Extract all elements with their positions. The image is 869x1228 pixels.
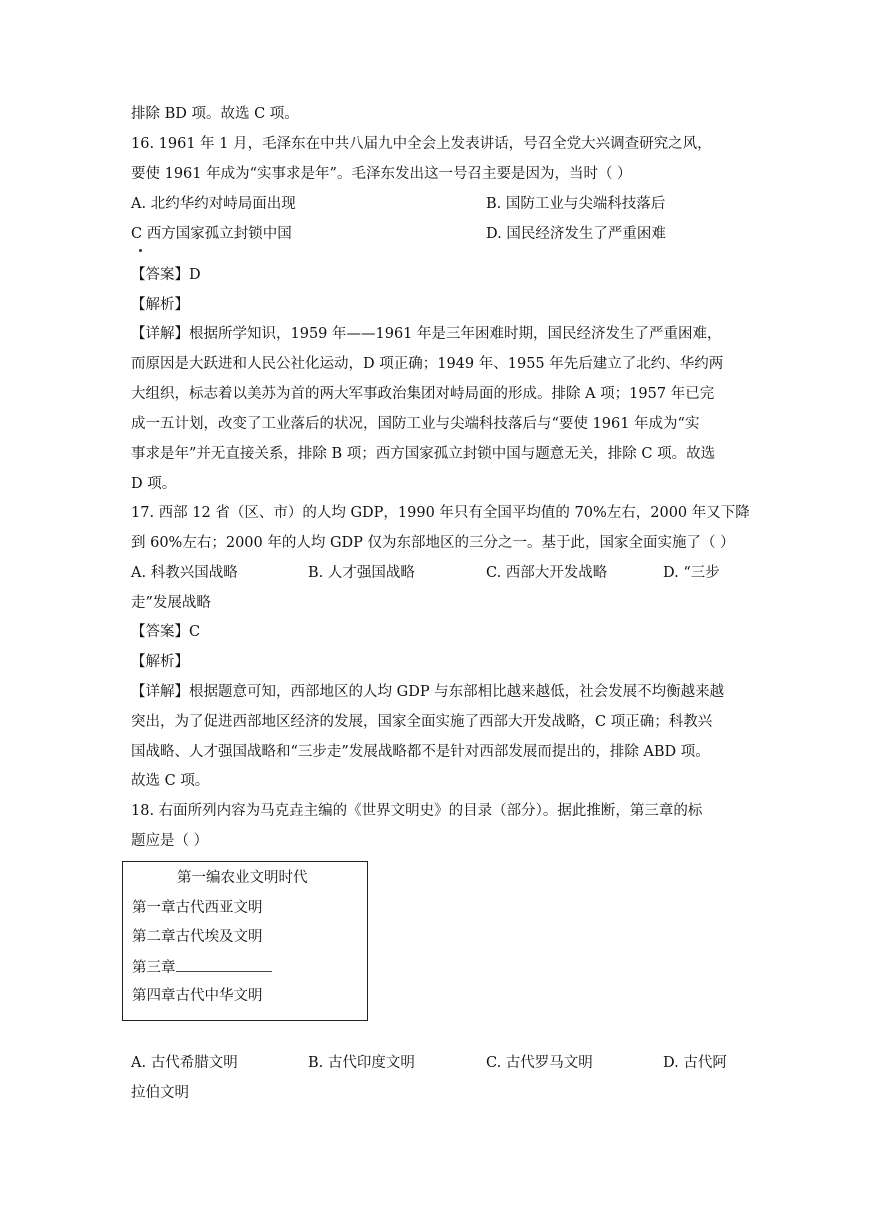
q17-detail-line-1: 【详解】根据题意可知，西部地区的人均 GDP 与东部相比越来越低，社会发展不均衡越来越 <box>131 684 725 700</box>
q18-option-d-part-2: 拉伯文明 <box>131 1085 189 1101</box>
q16-detail-line-1: 【详解】根据所学知识，1959 年——1961 年是三年困难时期，国民经济发生了严重困难， <box>131 326 722 342</box>
q17-option-a: A. 科教兴国战略 <box>131 565 238 581</box>
q17-option-c: C. 西部大开发战略 <box>486 565 608 581</box>
q16-detail-line-2: 而原因是大跃进和人民公社化运动，D 项正确；1949 年、1955 年先后建立了北约、华约两 <box>131 356 724 372</box>
q18-option-c: C. 古代罗马文明 <box>486 1055 593 1071</box>
q18-option-d-part-1: D. 古代阿 <box>663 1055 727 1071</box>
toc-chapter-2: 第二章古代埃及文明 <box>132 929 263 945</box>
q16-detail-line-4: 成一五计划，改变了工业落后的状况，国防工业与尖端科技落后与“要使 1961 年成为“实 <box>131 416 700 432</box>
q16-option-b: B. 国防工业与尖端科技落后 <box>486 196 666 212</box>
q17-option-d-part-2: 走”发展战略 <box>131 595 211 611</box>
q16-detail-line-3: 大组织，标志着以美苏为首的两大军事政治集团对峙局面的形成。排除 A 项；1957 年已完 <box>131 386 715 402</box>
toc-chapter-1: 第一章古代西亚文明 <box>132 900 263 916</box>
toc-chapter-3-label: 第三章 <box>132 960 176 976</box>
q18-option-a: A. 古代希腊文明 <box>131 1055 238 1071</box>
q16-option-a: A. 北约华约对峙局面出现 <box>131 196 296 212</box>
q16-stem-line-2: 要使 1961 年成为“实事求是年”。毛泽东发出这一号召主要是因为，当时（ ） <box>131 166 632 182</box>
q18-stem-line-2: 题应是（ ） <box>131 833 209 849</box>
q18-stem-line-1: 18. 右面所列内容为马克垚主编的《世界文明史》的目录（部分）。据此推断，第三章的标 <box>131 803 703 819</box>
q17-option-d-part-1: D. “三步 <box>663 565 720 581</box>
toc-chapter-4: 第四章古代中华文明 <box>132 988 263 1004</box>
q17-answer: 【答案】C <box>131 624 201 640</box>
q16-detail-line-6: D 项。 <box>131 476 177 492</box>
intro-line: 排除 BD 项。故选 C 项。 <box>131 106 299 122</box>
q18-option-b: B. 古代印度文明 <box>308 1055 415 1071</box>
toc-chapter-3 <box>132 957 272 977</box>
q17-option-b: B. 人才强国战略 <box>308 565 415 581</box>
q16-detail-line-5: 事求是年”并无直接关系，排除 B 项；西方国家孤立封锁中国与题意无关，排除 C 项。故选 <box>131 446 716 462</box>
toc-chapter-3-blank <box>176 957 272 972</box>
q16-stem-line-1: 16. 1961 年 1 月，毛泽东在中共八届九中全会上发表讲话，号召全党大兴调查研究之风， <box>131 136 712 152</box>
q16-analysis-label: 【解析】 <box>131 297 189 313</box>
q17-detail-line-2: 突出，为了促进西部地区经济的发展，国家全面实施了西部大开发战略，C 项正确；科教兴 <box>131 714 713 730</box>
table-of-contents-box <box>122 861 368 1021</box>
toc-title: 第一编农业文明时代 <box>177 870 308 886</box>
q16-option-d: D. 国民经济发生了严重困难 <box>486 226 666 242</box>
q16-option-c: C 西方国家孤立封锁中国 <box>131 226 292 242</box>
q16-answer: 【答案】D <box>131 267 201 283</box>
q17-detail-line-4: 故选 C 项。 <box>131 773 210 789</box>
q17-stem-line-1: 17. 西部 12 省（区、市）的人均 GDP，1990 年只有全国平均值的 70%左右，2000 年又下降 <box>131 505 750 521</box>
stray-dot <box>139 249 142 252</box>
q17-analysis-label: 【解析】 <box>131 654 189 670</box>
q17-detail-line-3: 国战略、人才强国战略和“三步走”发展战略都不是针对西部发展而提出的，排除 ABD 项。 <box>131 744 710 760</box>
q17-stem-line-2: 到 60%左右；2000 年的人均 GDP 仅为东部地区的三分之一。基于此，国家全面实施了（ ） <box>131 535 735 551</box>
